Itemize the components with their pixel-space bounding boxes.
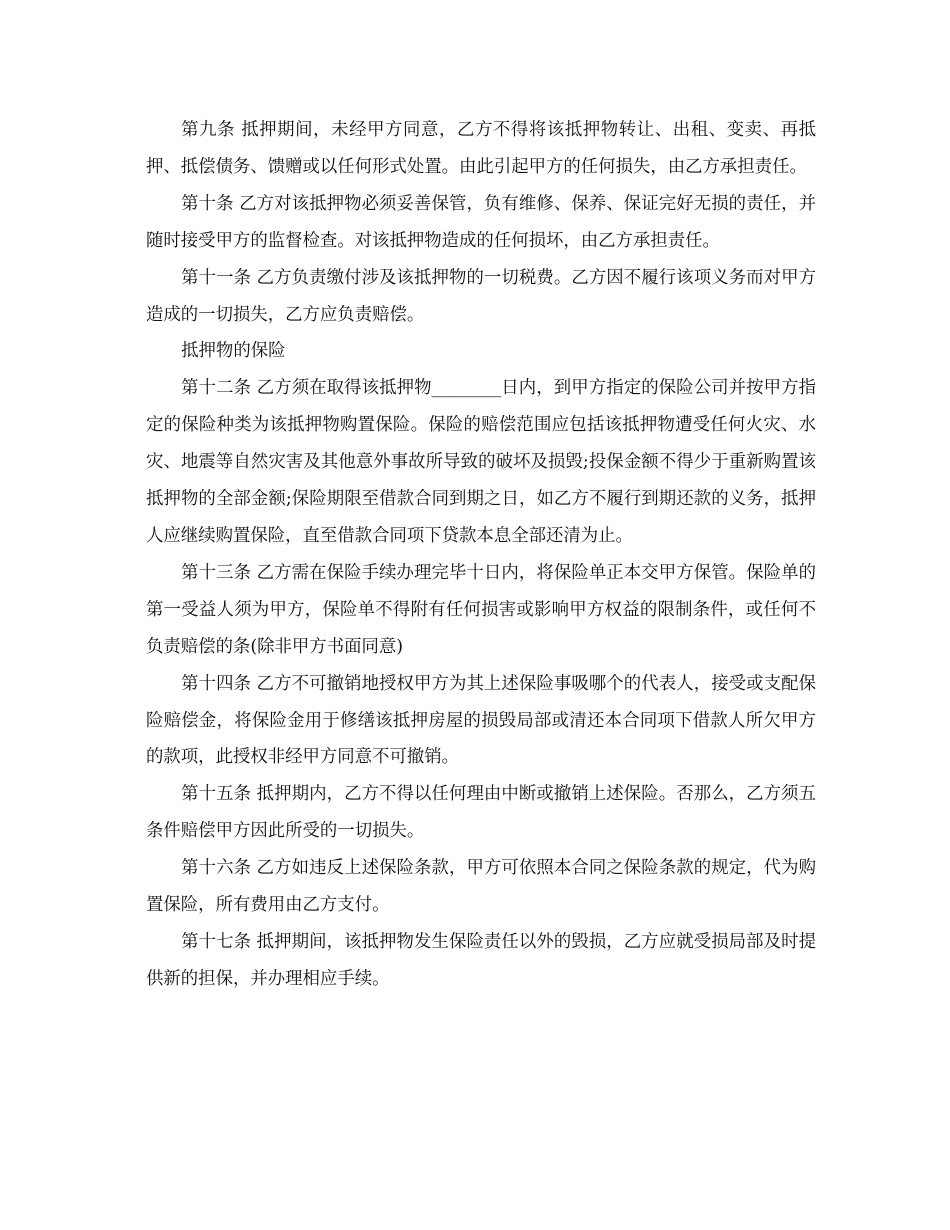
article-9-paragraph: 第九条 抵押期间，未经甲方同意，乙方不得将该抵押物转让、出租、变卖、再抵押、抵偿债务、馈赠或以任何形式处置。由此引起甲方的任何损失，由乙方承担责任。 <box>146 120 816 177</box>
article-14-paragraph: 第十四条 乙方不可撤销地授权甲方为其上述保险事吸哪个的代表人，接受或支配保险赔偿金，将保险金用于修缮该抵押房屋的损毁局部或清还本合同项下借款人所欠甲方的款项，此授权非经甲方同意不可撤销。 <box>146 673 816 768</box>
article-13-paragraph: 第十三条 乙方需在保险手续办理完毕十日内，将保险单正本交甲方保管。保险单的第一受益人须为甲方，保险单不得附有任何损害或影响甲方权益的限制条件，或任何不负责赔偿的条(除非甲方书面同意) <box>146 562 816 657</box>
article-10-paragraph: 第十条 乙方对该抵押物必须妥善保管，负有维修、保养、保证完好无损的责任，并随时接受甲方的监督检查。对该抵押物造成的任何损坏，由乙方承担责任。 <box>146 193 816 251</box>
article-17-paragraph: 第十七条 抵押期间，该抵押物发生保险责任以外的毁损，乙方应就受损局部及时提供新的担保，并办理相应手续。 <box>146 931 816 989</box>
document-body <box>146 112 816 998</box>
article-16-paragraph: 第十六条 乙方如违反上述保险条款，甲方可依照本合同之保险条款的规定，代为购置保险，所有费用由乙方支付。 <box>146 858 816 916</box>
article-12-paragraph: 第十二条 乙方须在取得该抵押物________日内，到甲方指定的保险公司并按甲方指定的保险种类为该抵押物购置保险。保险的赔偿范围应包括该抵押物遭受任何火灾、水灾、地震等自然灾害及其他意外事故所导致的破坏及损毁;投保金额不得少于重新购置该抵押物的全部金额;保险期限至借款合同到期之日，如乙方不履行到期还款的义务，抵押人应继续购置保险，直至借款合同项下贷款本息全部还清为止。 <box>146 378 816 546</box>
section-heading-insurance: 抵押物的保险 <box>181 341 286 362</box>
article-15-paragraph: 第十五条 抵押期内，乙方不得以任何理由中断或撤销上述保险。否那么，乙方须五条件赔偿甲方因此所受的一切损失。 <box>146 784 816 842</box>
article-11-paragraph: 第十一条 乙方负责缴付涉及该抵押物的一切税费。乙方因不履行该项义务而对甲方造成的一切损失，乙方应负责赔偿。 <box>146 267 816 325</box>
